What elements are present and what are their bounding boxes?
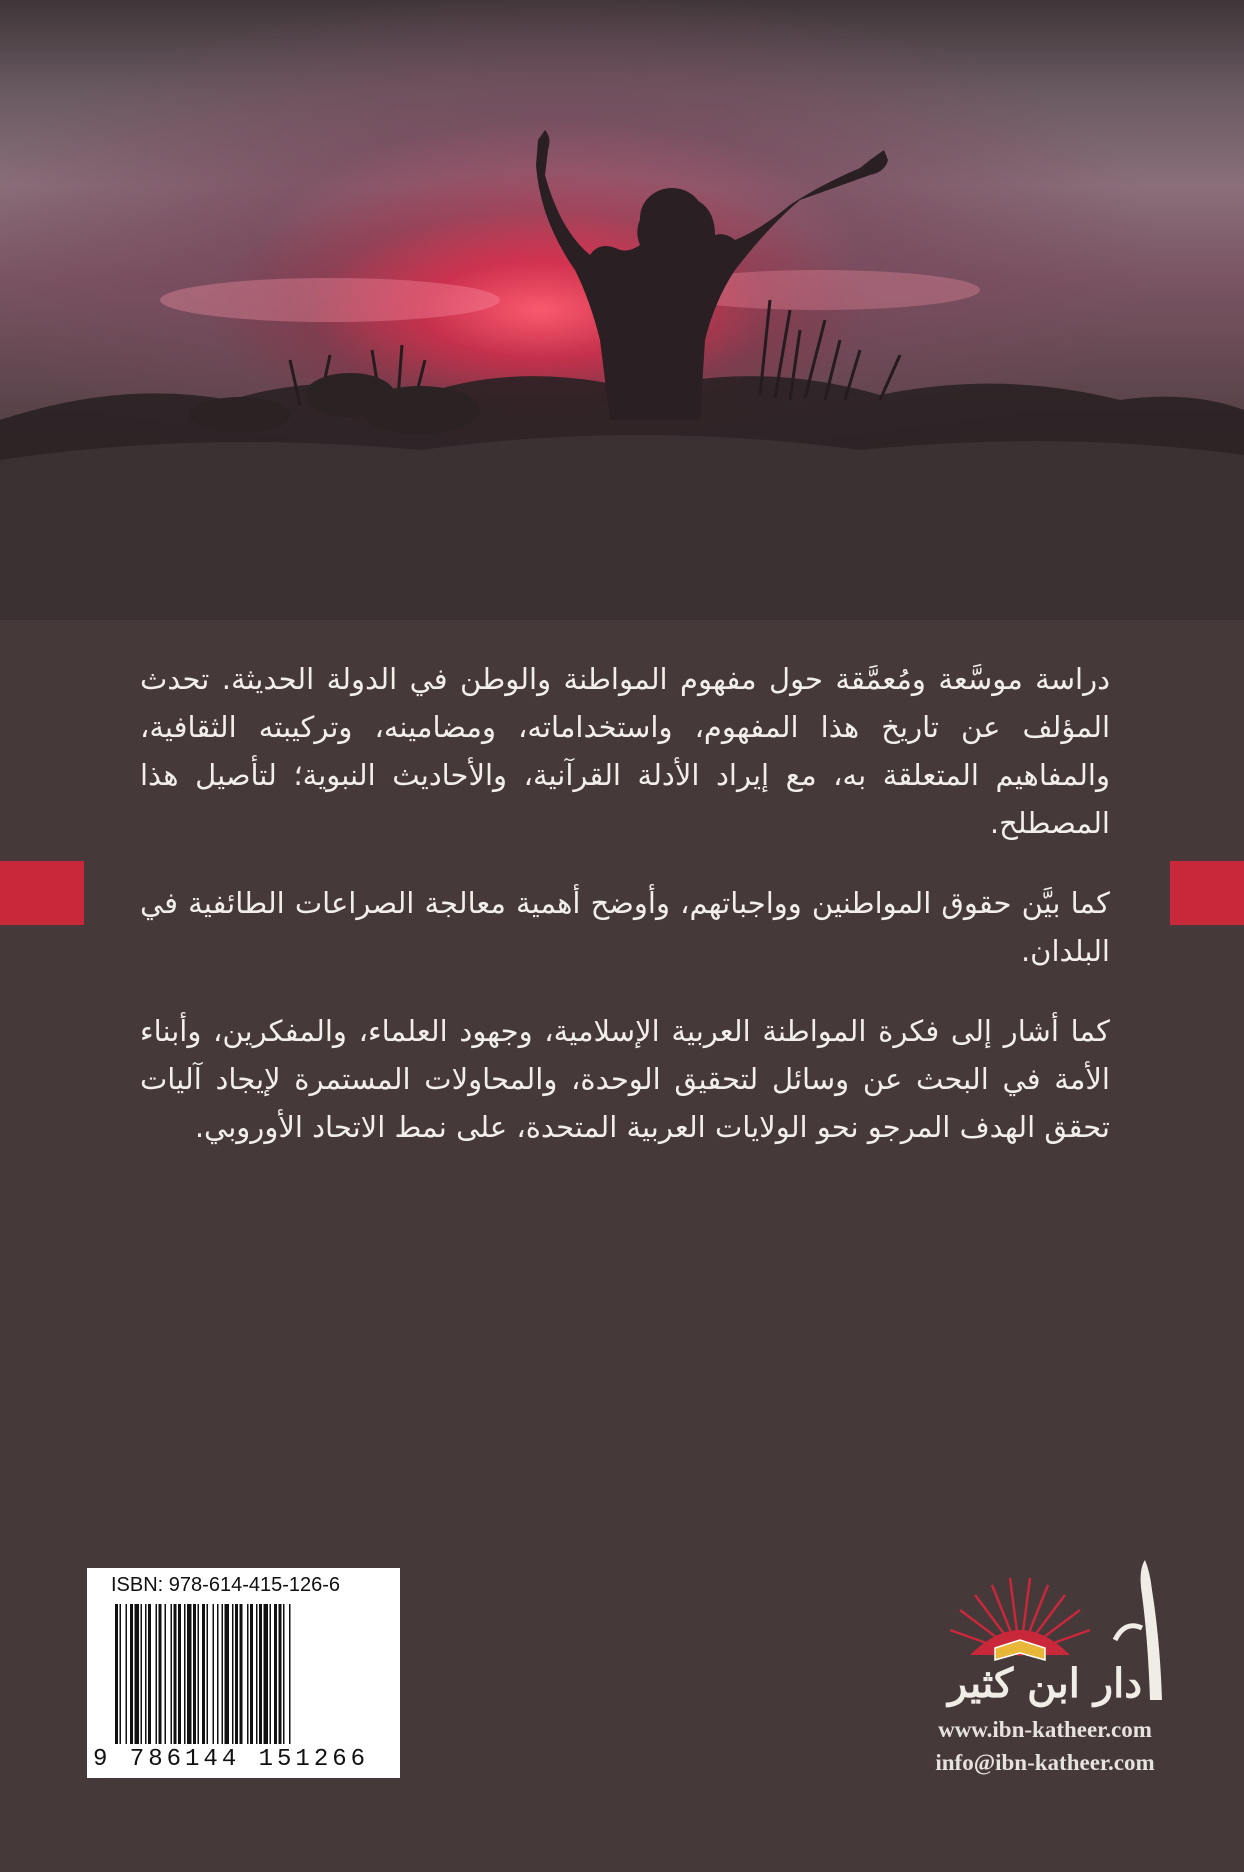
publisher-email[interactable]: info@ibn-katheer.com <box>935 1750 1155 1775</box>
red-accent-tab-right <box>1170 861 1244 925</box>
barcode-digits: 9 786144 151266 <box>93 1746 370 1773</box>
silhouette-illustration <box>0 0 1244 620</box>
blurb-paragraph-3: كما أشار إلى فكرة المواطنة العربية الإسلامية، وجهود العلماء، والمفكرين، وأبناء الأمة في البحث عن وسائل لتحقيق الوحدة، والمحاولات المستمرة لإيجاد آليات تحقق الهدف المرجو نحو الولايات العربية المتحدة، على نمط الاتحاد الأوروبي. <box>140 1014 1110 1144</box>
publisher-logo <box>900 1550 1190 1730</box>
publisher-website[interactable]: www.ibn-katheer.com <box>938 1717 1152 1742</box>
isbn-barcode <box>87 1568 400 1778</box>
back-cover-blurb <box>140 655 1110 1183</box>
red-accent-tab-left <box>0 861 84 925</box>
cover-photo <box>0 0 1244 620</box>
blurb-paragraph-1: دراسة موسَّعة ومُعمَّقة حول مفهوم المواطنة والوطن في الدولة الحديثة. تحدث المؤلف عن تاريخ هذا المفهوم، واستخداماته، ومضامينه، وتركيبته الثقافية، والمفاهيم المتعلقة به، مع إيراد الأدلة القرآنية، والأحاديث النبوية؛ لتأصيل هذا المصطلح. <box>140 662 1110 840</box>
blurb-paragraph-2: كما بيَّن حقوق المواطنين وواجباتهم، وأوضح أهمية معالجة الصراعات الطائفية في البلدان. <box>140 886 1110 968</box>
isbn-label: ISBN: 978-614-415-126-6 <box>111 1574 341 1596</box>
publisher-logo-text: دار ابن كثير <box>947 1660 1143 1707</box>
